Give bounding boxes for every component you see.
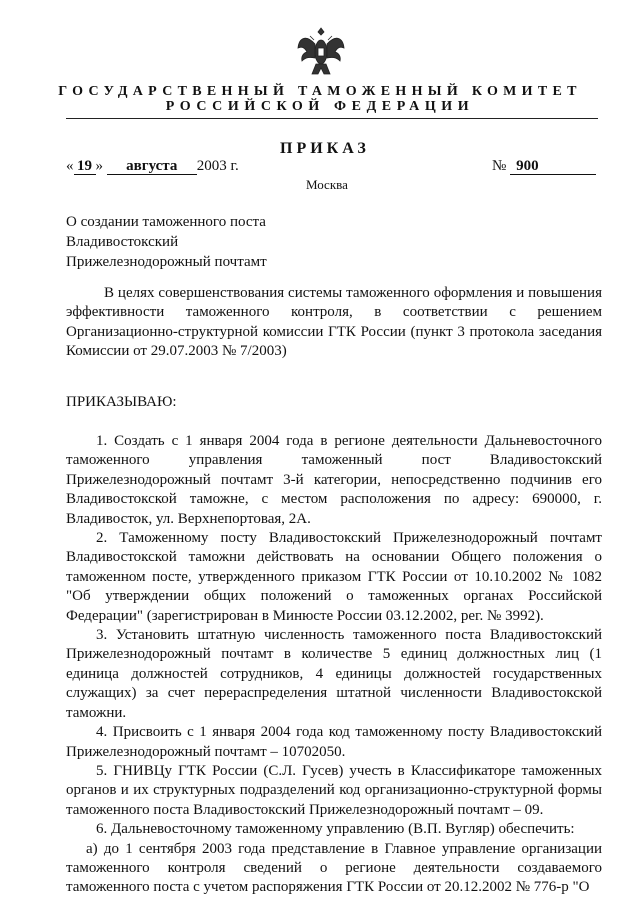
- organization-name-line1: ГОСУДАРСТВЕННЫЙ ТАМОЖЕННЫЙ КОМИТЕТ: [58, 84, 582, 99]
- date-quote-close: »: [95, 158, 103, 174]
- date-month: августа: [107, 159, 197, 175]
- order-item-2: 2. Таможенному посту Владивостокский Прижелезнодорожный почтамт Владивостокской таможни действовать на основании Общего положения о таможенном посте, утвержденного приказом ГТК России от 10.10.2002 № 1082 "Об утверждении общих положений о таможенных органах Российской Федерации" (зарегистрирован в Минюсте России 03.12.2002, рег. № 3992).: [66, 530, 602, 624]
- date-quote-open: «: [66, 158, 74, 174]
- order-items: [66, 432, 602, 898]
- subject-line: Владивостокский: [66, 234, 179, 250]
- date-year: 2003 г.: [196, 158, 239, 174]
- order-item-1: 1. Создать с 1 января 2004 года в регионе деятельности Дальневосточного таможенного управления таможенный пост Владивостокский Прижелезнодорожный почтамт 3-й категории, непосредственно подчинив его Владивостокской таможне, с местом расположения по адресу: 690000, г. Владивосток, ул. Верхнепортовая, 2А.: [66, 433, 602, 527]
- state-emblem-icon: [296, 26, 346, 78]
- organization-name-line2: РОССИЙСКОЙ ФЕДЕРАЦИИ: [165, 99, 475, 114]
- order-heading: ПРИКАЗЫВАЮ:: [66, 394, 177, 410]
- date-day: 19: [74, 159, 96, 175]
- header-divider: [66, 118, 598, 119]
- preamble-paragraph: В целях совершенствования системы таможенного оформления и повышения эффективности таможенного контроля, в соответствии с решением Организационно-структурной комиссии ГТК России (пункт 3 протокола заседания Комиссии от 29.07.2003 № 7/2003): [66, 285, 602, 360]
- number-value: 900: [510, 159, 596, 175]
- document-number: [492, 158, 596, 175]
- document-date: [66, 158, 239, 175]
- subject-line: О создании таможенного поста: [66, 214, 266, 230]
- subject-line: Прижелезнодорожный почтамт: [66, 254, 267, 270]
- order-item-4: 4. Присвоить с 1 января 2004 года код таможенному посту Владивостокский Прижелезнодорожный почтамт – 10702050.: [66, 724, 602, 760]
- document-city: Москва: [306, 177, 348, 192]
- number-label: №: [492, 158, 507, 174]
- order-item-6: 6. Дальневосточному таможенному управлению (В.П. Вугляр) обеспечить:: [96, 821, 575, 838]
- order-item-6a: а) до 1 сентября 2003 года представление в Главное управление организации таможенного контроля сведений о регионе деятельности создаваемого таможенного поста с учетом распоряжения ГТК России от 20.12.2002 № 776-р "О: [66, 840, 602, 896]
- document-title: ПРИКАЗ: [280, 140, 370, 157]
- document-subject: [66, 212, 267, 272]
- order-item-5: 5. ГНИВЦу ГТК России (С.Л. Гусев) учесть в Классификаторе таможенных органов и их структурных подразделений код организационно-структурной формы таможенного поста Владивостокский Прижелезнодорожный почтамт – 09.: [66, 762, 602, 818]
- order-item-3: 3. Установить штатную численность таможенного поста Владивостокский Прижелезнодорожный почтамт в количестве 5 единиц должностных лиц (1 единица должностей сотрудников, 4 единицы должностей государственных служащих) за счет перераспределения штатной численности Владивостокской таможни.: [66, 627, 602, 721]
